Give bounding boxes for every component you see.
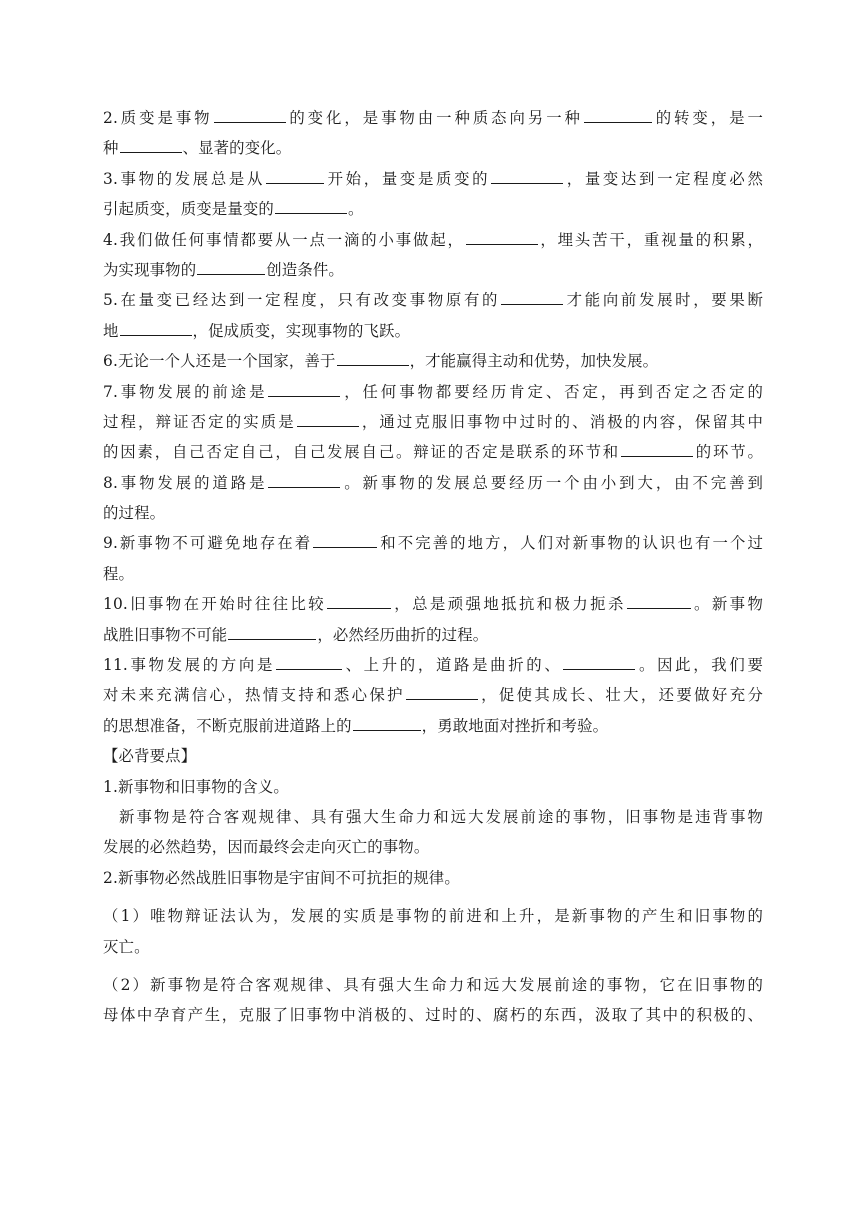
- line: [103, 225, 763, 255]
- text: 1.新事物和旧事物的含义。: [103, 777, 289, 796]
- line: [103, 620, 763, 650]
- blank: [197, 259, 265, 275]
- blank: [275, 198, 347, 214]
- text: 创造条件。: [266, 260, 344, 279]
- text: 5.在量变已经达到一定程度，只有改变事物原有的: [103, 291, 501, 310]
- line: [103, 650, 763, 680]
- text: （1）唯物辩证法认为，发展的实质是事物的前进和上升，是新事物的产生和旧事物的: [103, 907, 763, 926]
- text: 9.新事物不可避免地存在着: [103, 534, 313, 553]
- text: 的因素，自己否定自己，自己发展自己。辩证的否定是联系的环节和: [103, 443, 621, 462]
- text: ，必然经历曲折的过程。: [317, 625, 489, 644]
- blank: [266, 168, 324, 184]
- line: [103, 559, 763, 589]
- blank: [621, 441, 693, 457]
- blank: [327, 593, 391, 609]
- line: [103, 863, 763, 893]
- p11: [103, 650, 763, 741]
- p9: [103, 528, 763, 589]
- text: 程。: [103, 564, 135, 583]
- blank: [268, 472, 340, 488]
- line: [103, 164, 763, 194]
- text: 。新事物的发展总要经历一个由小到大，由不完善到: [341, 473, 764, 492]
- point-2-sub-2: [103, 970, 763, 1031]
- text: 4.我们做任何事情都要从一点一滴的小事做起，: [103, 230, 465, 249]
- text: 3.事物的发展总是从: [103, 169, 266, 188]
- line: [103, 133, 763, 163]
- blank: [214, 107, 286, 123]
- text: 的思想准备，不断克服前进道路上的: [103, 716, 352, 735]
- p6: [103, 346, 763, 376]
- text: 地: [103, 321, 119, 340]
- document-page: [103, 103, 763, 1031]
- line: [103, 932, 763, 962]
- p5: [103, 285, 763, 346]
- line: [103, 970, 763, 1000]
- text: 10.旧事物在开始时往往比较: [103, 595, 327, 614]
- text: 【必背要点】: [103, 747, 197, 766]
- text: 发展的必然趋势，因而最终会走向灭亡的事物。: [103, 838, 430, 857]
- text: 灭亡。: [103, 937, 150, 956]
- text: 的变化，是事物由一种质态向另一种: [286, 109, 583, 127]
- line: [103, 711, 763, 741]
- line: [103, 832, 763, 862]
- line: [103, 498, 763, 528]
- text: 。: [347, 200, 364, 219]
- text: 。因此，我们要: [636, 656, 763, 675]
- blank: [353, 715, 421, 731]
- line: [103, 802, 763, 832]
- text: ，埋头苦干，重视量的积累，: [538, 230, 763, 249]
- blank: [120, 137, 182, 153]
- text: ，勇敢地面对挫折和考验。: [421, 716, 609, 735]
- text: 和不完善的地方，人们对新事物的认识也有一个过: [378, 534, 763, 553]
- blank: [501, 289, 563, 305]
- text: 7.事物发展的前途是: [103, 382, 268, 401]
- text: 才能向前发展时，要果断: [564, 291, 763, 310]
- line: [103, 680, 763, 710]
- point-2-title: [103, 863, 763, 893]
- text: 对未来充满信心，热情支持和悉心保护: [103, 686, 405, 705]
- text: 8.事物发展的道路是: [103, 473, 268, 492]
- blank: [228, 624, 316, 640]
- text: 的转变，是一: [652, 109, 763, 127]
- text: ，通过克服旧事物中过时的、消极的内容，保留其中: [359, 412, 763, 431]
- line: [103, 437, 763, 467]
- line: [103, 346, 763, 376]
- text: ，总是顽强地抵抗和极力扼杀: [392, 595, 626, 614]
- p8: [103, 468, 763, 529]
- p7: [103, 377, 763, 468]
- text: 11.事物发展的方向是: [103, 656, 276, 675]
- blank: [268, 381, 340, 397]
- text: 、上升的，道路是曲折的、: [343, 656, 563, 675]
- text: 2.新事物必然战胜旧事物是宇宙间不可抗拒的规律。: [103, 868, 460, 887]
- text: 为实现事物的: [103, 260, 197, 279]
- text: 的环节。: [694, 443, 763, 462]
- line: [103, 377, 763, 407]
- text: （2）新事物是符合客观规律、具有强大生命力和远大发展前途的事物，它在旧事物的: [103, 975, 763, 994]
- blank: [297, 411, 359, 427]
- point-1-body: [103, 802, 763, 863]
- blank: [406, 684, 478, 700]
- line: [103, 589, 763, 619]
- text: 新事物是符合客观规律、具有强大生命力和远大发展前途的事物，旧事物是违背事物: [119, 807, 763, 826]
- blank: [120, 320, 192, 336]
- text: ，促成质变，实现事物的飞跃。: [192, 321, 411, 340]
- line: [103, 194, 763, 224]
- blank: [466, 229, 538, 245]
- point-2-sub-1: [103, 901, 763, 962]
- text: 、显著的变化。: [182, 139, 292, 158]
- blank: [563, 654, 635, 670]
- p2: [103, 103, 763, 164]
- blank: [491, 168, 563, 184]
- line: [103, 407, 763, 437]
- text: 开始，量变是质变的: [325, 169, 491, 188]
- text: ，任何事物都要经历肯定、否定，再到否定之否定的: [341, 382, 764, 401]
- blank: [276, 654, 342, 670]
- line: [103, 772, 763, 802]
- line: [103, 285, 763, 315]
- text: ，才能赢得主动和优势，加快发展。: [409, 352, 659, 371]
- line: [103, 741, 763, 771]
- text: 6.无论一个人还是一个国家，善于: [103, 352, 336, 371]
- line: [103, 316, 763, 346]
- line: [103, 103, 763, 133]
- line: [103, 901, 763, 931]
- p10: [103, 589, 763, 650]
- text: 种: [103, 139, 119, 158]
- line: [103, 528, 763, 558]
- text: 的过程。: [103, 504, 166, 523]
- text: 战胜旧事物不可能: [103, 625, 228, 644]
- section-heading: [103, 741, 763, 771]
- text: ，量变达到一定程度必然: [564, 169, 763, 188]
- blank: [584, 107, 652, 123]
- blank: [313, 532, 377, 548]
- text: 母体中孕育产生，克服了旧事物中消极的、过时的、腐朽的东西，汲取了其中的积极的、: [103, 1006, 763, 1025]
- line: [103, 1000, 763, 1030]
- p4: [103, 225, 763, 286]
- blank: [337, 350, 409, 366]
- text: 2.质变是事物: [103, 109, 213, 127]
- blank: [627, 593, 691, 609]
- text: ，促使其成长、壮大，还要做好充分: [478, 686, 763, 705]
- p3: [103, 164, 763, 225]
- text: 过程，辩证否定的实质是: [103, 412, 296, 431]
- text: 引起质变，质变是量变的: [103, 200, 274, 219]
- point-1-title: [103, 772, 763, 802]
- line: [103, 255, 763, 285]
- text: 。新事物: [691, 595, 764, 614]
- line: [103, 468, 763, 498]
